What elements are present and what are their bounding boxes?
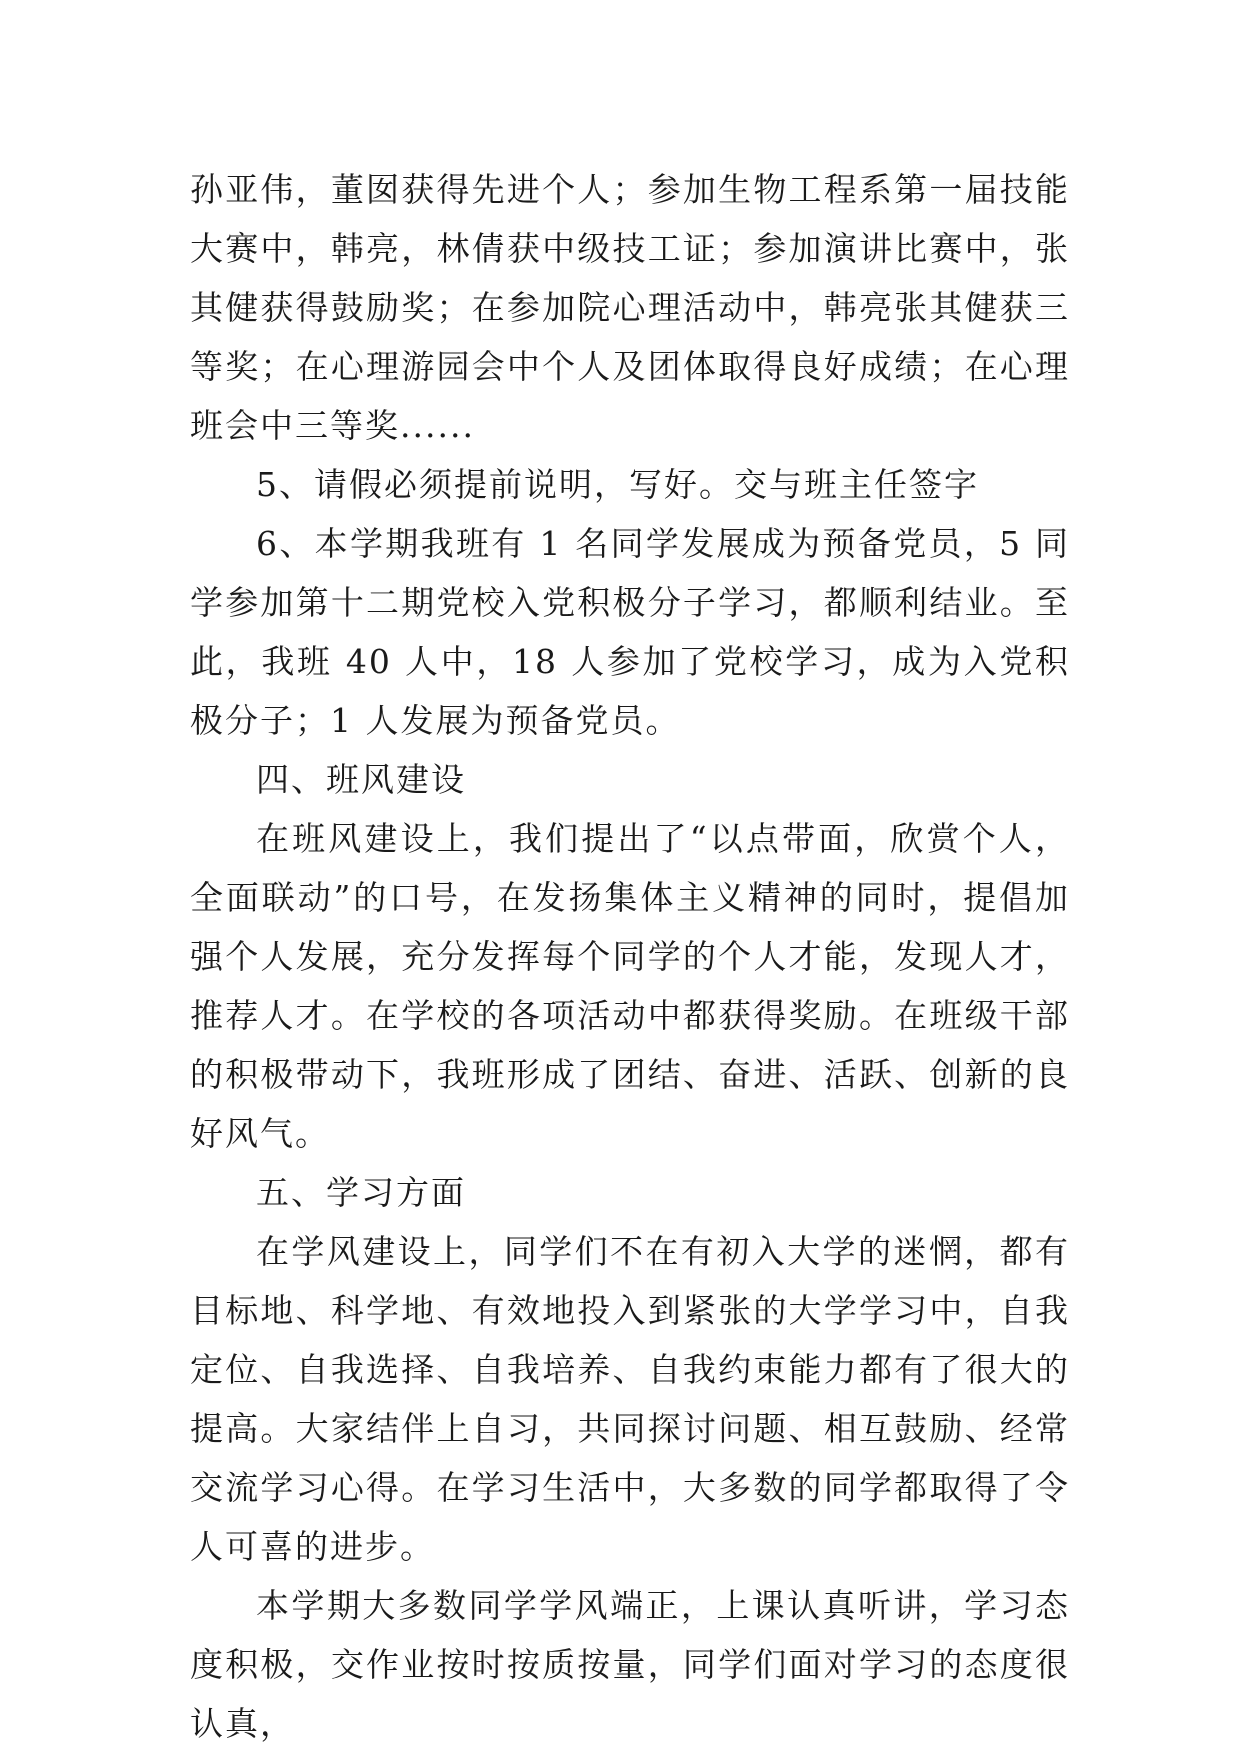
paragraph-semester-study: 本学期大多数同学学风端正，上课认真听讲，学习态度积极，交作业按时按质按量，同学们面对学习的态度很认真， — [190, 1586, 1070, 1743]
paragraph-item-6: 6、本学期我班有 1 名同学发展成为预备党员，5 同学参加第十二期党校入党积极分子学习，都顺利结业。至此，我班 40 人中，18 人参加了党校学习，成为入党积极分子；1 人发展为预备党员。 — [190, 524, 1070, 740]
paragraph-study-style: 在学风建设上，同学们不在有初入大学的迷惘，都有目标地、科学地、有效地投入到紧张的大学学习中，自我定位、自我选择、自我培养、自我约束能力都有了很大的提高。大家结伴上自习，共同探讨问题、相互鼓励、经常交流学习心得。在学习生活中，大多数的同学都取得了令人可喜的进步。 — [190, 1232, 1070, 1566]
paragraph-item-5: 5、请假必须提前说明，写好。交与班主任签字 — [256, 465, 979, 504]
paragraph-awards: 孙亚伟，董囡获得先进个人；参加生物工程系第一届技能大赛中，韩亮，林倩获中级技工证；参加演讲比赛中，张其健获得鼓励奖；在参加院心理活动中，韩亮张其健获三等奖；在心理游园会中个人及团体取得良好成绩；在心理班会中三等奖...... — [190, 170, 1070, 445]
section-heading-class-style: 四、班风建设 — [256, 760, 466, 799]
section-heading-study: 五、学习方面 — [256, 1173, 466, 1212]
body-text — [190, 160, 1070, 1753]
paragraph-class-style: 在班风建设上，我们提出了“以点带面，欣赏个人，全面联动”的口号，在发扬集体主义精神的同时，提倡加强个人发展，充分发挥每个同学的个人才能，发现人才，推荐人才。在学校的各项活动中都获得奖励。在班级干部的积极带动下，我班形成了团结、奋进、活跃、创新的良好风气。 — [190, 819, 1070, 1153]
